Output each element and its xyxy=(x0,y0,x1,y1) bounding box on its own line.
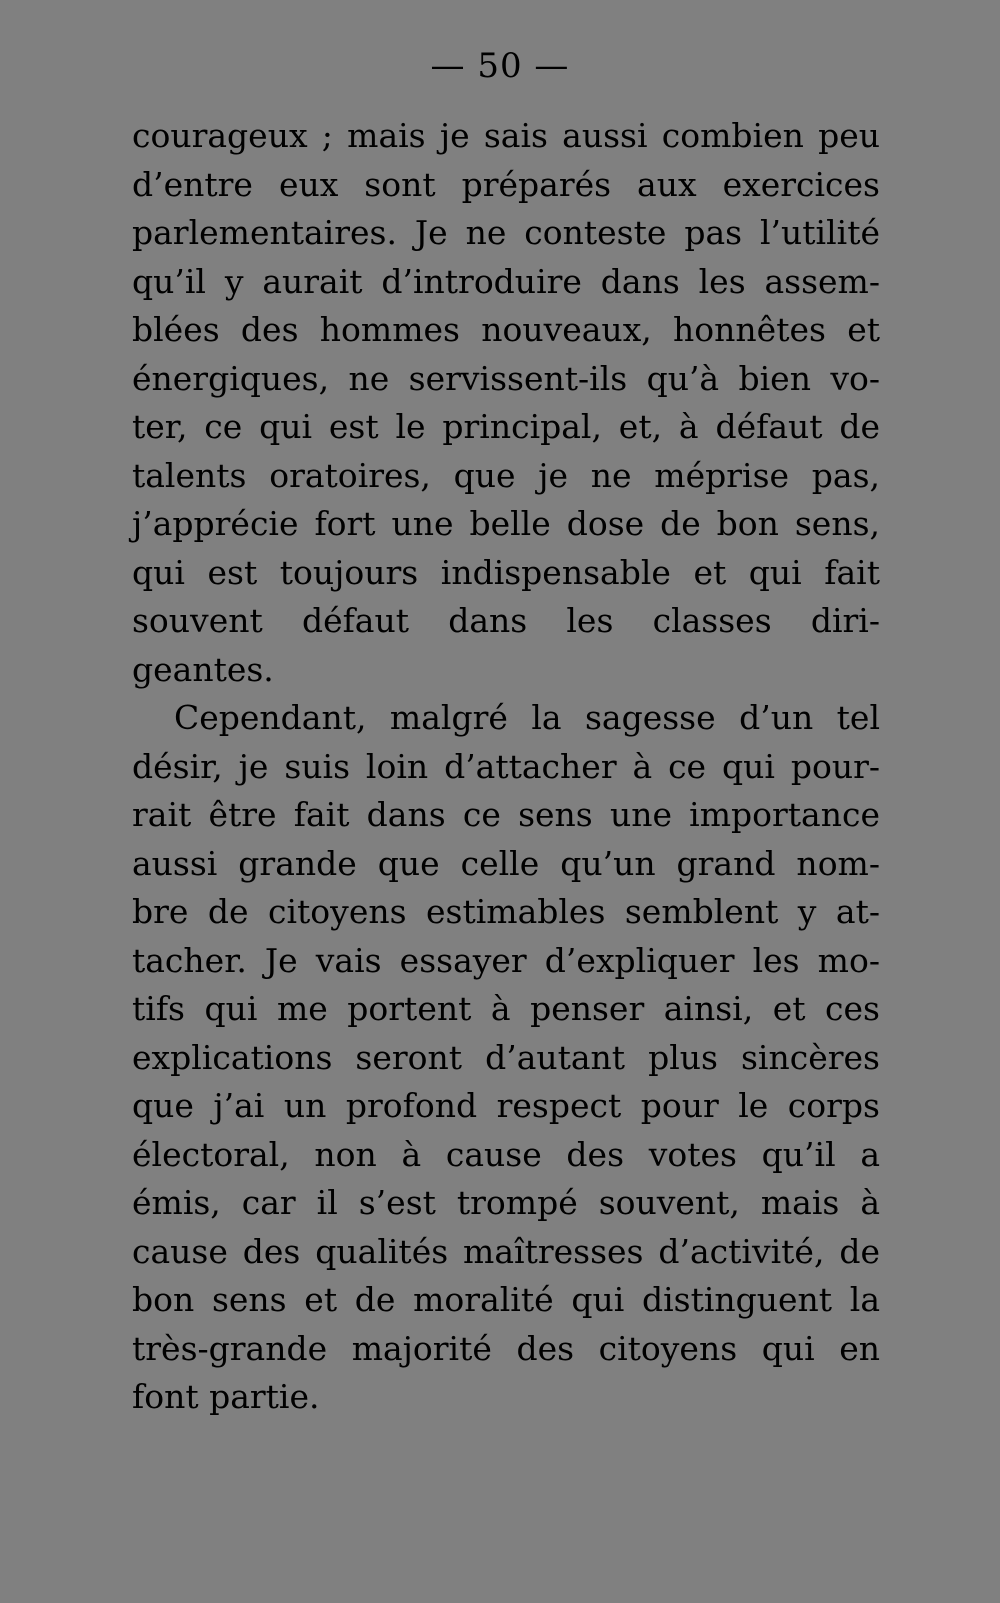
text-line: émis, car il s’est trompé souvent, mais à xyxy=(132,1183,880,1222)
text-line: parlementaires. Je ne conteste pas l’utilité xyxy=(132,213,880,252)
text-line: désir, je suis loin d’attacher à ce qui pour- xyxy=(132,746,880,786)
text-line: rait être fait dans ce sens une importance xyxy=(132,795,880,834)
text-line: bre de citoyens estimables semblent y at- xyxy=(132,892,880,931)
text-line: tacher. Je vais essayer d’expliquer les mo- xyxy=(132,940,880,980)
text-line: Cependant, malgré la sagesse d’un tel xyxy=(174,698,880,737)
text-line: j’apprécie fort une belle dose de bon sens, xyxy=(132,504,880,543)
page-number: — 50 — xyxy=(430,46,570,86)
text-line: souvent défaut dans les classes diri- xyxy=(132,601,880,640)
paragraph-1 xyxy=(132,112,880,694)
text-line: explications seront d’autant plus sincères xyxy=(132,1037,880,1077)
text-line: électoral, non à cause des votes qu’il a xyxy=(132,1134,880,1174)
text-line: talents oratoires, que je ne méprise pas, xyxy=(132,455,880,495)
text-line: très-grande majorité des citoyens qui en xyxy=(132,1328,880,1368)
text-line: tifs qui me portent à penser ainsi, et ces xyxy=(132,989,880,1028)
text-line: bon sens et de moralité qui distinguent la xyxy=(132,1280,880,1319)
text-line: courageux ; mais je sais aussi combien peu xyxy=(132,116,880,155)
body-text xyxy=(132,112,880,1422)
text-line: cause des qualités maîtresses d’activité, de xyxy=(132,1231,880,1271)
text-line: blées des hommes nouveaux, honnêtes et xyxy=(132,310,880,349)
text-line: qui est toujours indispensable et qui fait xyxy=(132,552,880,592)
text-line: aussi grande que celle qu’un grand nom- xyxy=(132,843,880,883)
text-line: qu’il y aurait d’introduire dans les assem- xyxy=(132,261,880,301)
text-line: énergiques, ne servissent-ils qu’à bien vo- xyxy=(132,358,880,398)
text-line: d’entre eux sont préparés aux exercices xyxy=(132,164,880,204)
text-line: ter, ce qui est le principal, et, à défaut de xyxy=(132,407,880,446)
paragraph-2 xyxy=(132,694,880,1422)
text-line: que j’ai un profond respect pour le corps xyxy=(132,1086,880,1125)
text-line: font partie. xyxy=(132,1377,320,1416)
text-line: geantes. xyxy=(132,649,274,689)
